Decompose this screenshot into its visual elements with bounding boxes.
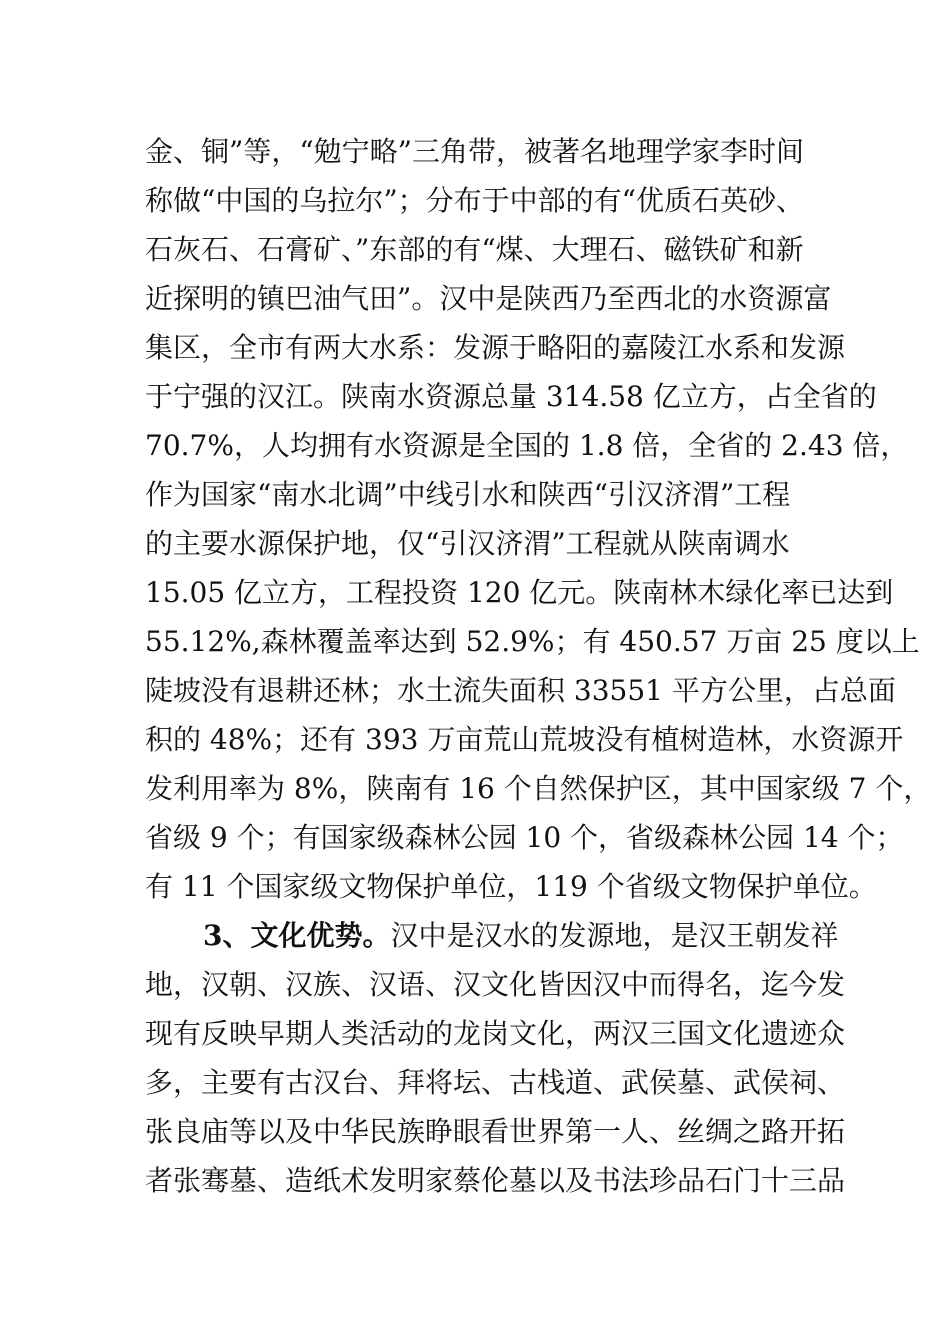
- text-line: 石灰石、石膏矿、”东部的有“煤、大理石、磁铁矿和新: [145, 233, 804, 266]
- text-line: 称做“中国的乌拉尔”；分布于中部的有“优质石英砂、: [145, 184, 804, 217]
- text-line: 省级 9 个；有国家级森林公园 10 个，省级森林公园 14 个；: [145, 821, 904, 854]
- text-line: 多，主要有古汉台、拜将坛、古栈道、武侯墓、武侯祠、: [145, 1066, 846, 1099]
- text-line: 70.7%，人均拥有水资源是全国的 1.8 倍，全省的 2.43 倍，: [145, 429, 909, 462]
- text-line: 于宁强的汉江。陕南水资源总量 314.58 亿立方，占全省的: [145, 380, 877, 413]
- text-line: 张良庙等以及中华民族睁眼看世界第一人、丝绸之路开拓: [145, 1115, 846, 1148]
- text-line: 地，汉朝、汉族、汉语、汉文化皆因汉中而得名，迄今发: [145, 968, 846, 1001]
- text-line: 15.05 亿立方，工程投资 120 亿元。陕南林木绿化率已达到: [145, 576, 894, 609]
- text-line: 的主要水源保护地，仅“引汉济渭”工程就从陕南调水: [145, 527, 790, 560]
- text-line: 现有反映早期人类活动的龙岗文化，两汉三国文化遗迹众: [145, 1017, 846, 1050]
- text-line: 积的 48%；还有 393 万亩荒山荒坡没有植树造林，水资源开: [145, 723, 904, 756]
- text-line: 集区，全市有两大水系：发源于略阳的嘉陵江水系和发源: [145, 331, 846, 364]
- text-line: 者张骞墓、造纸术发明家蔡伦墓以及书法珍品石门十三品: [145, 1164, 846, 1197]
- section-heading: 3、文化优势。: [203, 919, 391, 952]
- text-line: 作为国家“南水北调”中线引水和陕西“引汉济渭”工程: [145, 478, 791, 511]
- text-line: 有 11 个国家级文物保护单位，119 个省级文物保护单位。: [145, 870, 877, 903]
- section-text: 汉中是汉水的发源地，是汉王朝发祥: [390, 919, 839, 952]
- text-line: 55.12%,森林覆盖率达到 52.9%；有 450.57 万亩 25 度以上: [145, 625, 920, 658]
- text-line: 金、铜”等，“勉宁略”三角带，被著名地理学家李时间: [145, 135, 804, 168]
- paragraph-first-line: [203, 916, 839, 956]
- text-line: 近探明的镇巴油气田”。汉中是陕西乃至西北的水资源富: [145, 282, 832, 315]
- text-line: 陡坡没有退耕还林；水土流失面积 33551 平方公里，占总面: [145, 674, 896, 707]
- text-line: 发利用率为 8%，陕南有 16 个自然保护区，其中国家级 7 个，: [145, 772, 932, 805]
